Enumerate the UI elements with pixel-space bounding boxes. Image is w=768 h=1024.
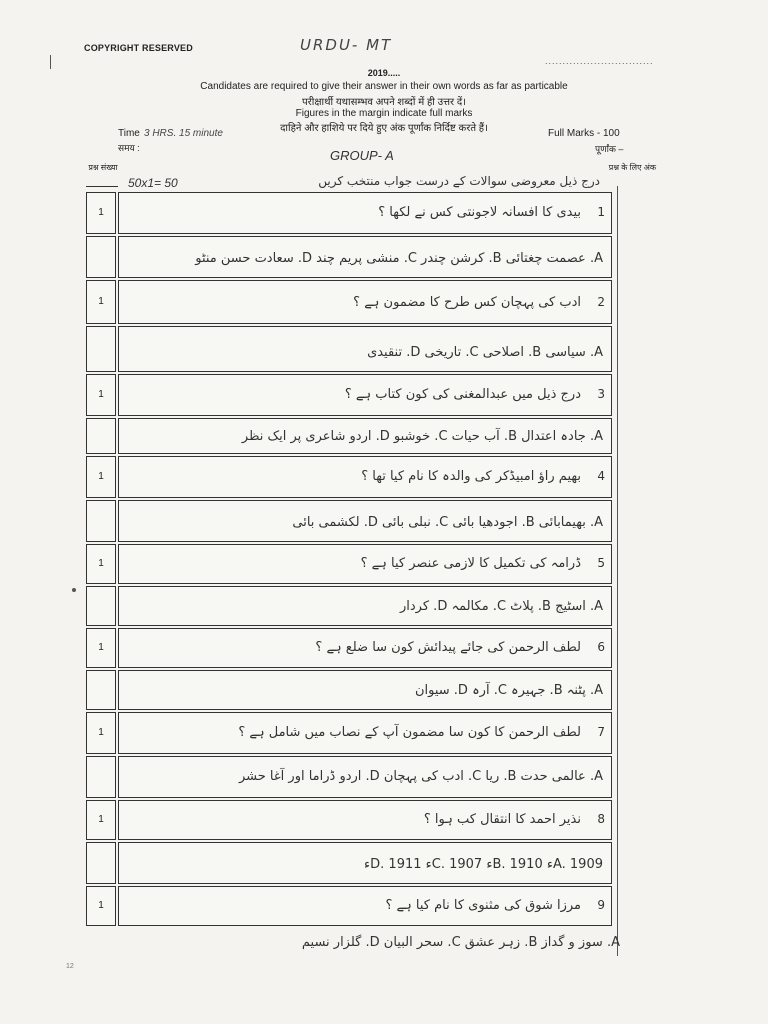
question-number: 5 — [597, 556, 605, 570]
question-box — [118, 628, 612, 668]
options-text: A. 1909ء B. 1910ء C. 1907ء D. 1911ء — [364, 857, 603, 872]
full-marks: Full Marks - 100 — [548, 128, 620, 139]
mark-box-empty — [86, 326, 116, 372]
question-number: 9 — [597, 898, 605, 912]
question-box — [118, 192, 612, 234]
question-number: 6 — [597, 640, 605, 654]
options-text: A. جادہ اعتدال B. آب حیات C. خوشبو D. اردو شاعری پر ایک نظر — [241, 429, 603, 444]
options-text: A. اسٹیج B. پلاٹ C. مکالمہ D. کردار — [400, 599, 603, 614]
mark-box: 1 — [86, 456, 116, 498]
instruction-hindi: परीक्षार्थी यथासम्भव अपने शब्दों में ही उत्तर दें। — [301, 97, 467, 108]
question-text: لطف الرحمن کی جائے پیدائش کون سا ضلع ہے ؟ — [315, 640, 581, 655]
marks-scale: 50x1= 50 — [128, 176, 178, 190]
full-marks-hindi: पूर्णांक – — [595, 144, 624, 154]
mark-box: 1 — [86, 800, 116, 840]
mark-box-empty — [86, 586, 116, 626]
header-rule — [86, 186, 118, 187]
mark-box-empty — [86, 418, 116, 454]
question-number-header: प्रश्न संख्या — [88, 163, 118, 172]
mark-box: 1 — [86, 280, 116, 324]
mark-box-empty — [86, 236, 116, 278]
question-text: بیدی کا افسانہ لاجونتی کس نے لکھا ؟ — [378, 205, 581, 220]
instruction-english: Candidates are required to give their answer in their own words as far as particable — [200, 81, 568, 92]
urdu-instruction: درج ذیل معروضی سوالات کے درست جواب منتخب کریں — [318, 174, 600, 188]
question-number: 1 — [597, 205, 605, 219]
options-box — [118, 418, 612, 454]
mark-box-empty — [86, 670, 116, 710]
options-text: A. سیاسی B. اصلاحی C. تاریخی D. تنقیدی — [367, 345, 603, 360]
question-text: بھیم راؤ امبیڈکر کی والدہ کا نام کیا تھا ؟ — [361, 469, 581, 484]
subject-handwritten: URDU- MT — [300, 36, 393, 54]
options-box — [118, 586, 612, 626]
options-box — [118, 842, 612, 884]
question-number: 3 — [597, 387, 605, 401]
group-label: GROUP- A — [330, 148, 394, 163]
question-text: مرزا شوق کی مثنوی کا نام کیا ہے ؟ — [385, 898, 581, 913]
question-number: 2 — [597, 295, 605, 309]
question-box — [118, 886, 612, 926]
options-box — [118, 756, 612, 798]
options-box — [118, 500, 612, 542]
question-number: 8 — [597, 812, 605, 826]
marks-header: प्रश्न के लिए अंक — [608, 163, 656, 172]
question-box — [118, 280, 612, 324]
mark-box: 1 — [86, 544, 116, 584]
options-text: A. عصمت چغتائی B. کرشن چندر C. منشی پریم چند D. سعادت حسن منٹو — [195, 251, 603, 266]
question-text: ڈرامہ کی تکمیل کا لازمی عنصر کیا ہے ؟ — [360, 556, 581, 571]
mark-box: 1 — [86, 192, 116, 234]
time-hindi: समय : — [118, 143, 140, 153]
exam-year: 2019..... — [367, 68, 401, 78]
question-box — [118, 800, 612, 840]
margin-mark — [50, 55, 51, 69]
question-box — [118, 712, 612, 754]
question-number: 4 — [597, 469, 605, 483]
mark-box-empty — [86, 756, 116, 798]
copyright-label: COPYRIGHT RESERVED — [84, 43, 193, 53]
question-text: لطف الرحمن کا کون سا مضمون آپ کے نصاب میں شامل ہے ؟ — [238, 725, 581, 740]
options-box — [118, 236, 612, 278]
question-box — [118, 544, 612, 584]
dotted-line: ............................... — [545, 56, 654, 66]
options-text: A. عالمی حدت B. ریا C. ادب کی پہچان D. اردو ڈراما اور آغا حشر — [238, 769, 603, 784]
time-label: Time — [118, 128, 140, 139]
question-box — [118, 374, 612, 416]
mark-box: 1 — [86, 886, 116, 926]
stray-mark — [72, 588, 76, 592]
options-box — [118, 326, 612, 372]
question-box — [118, 456, 612, 498]
mark-box-empty — [86, 500, 116, 542]
question-text: درج ذیل میں عبدالمغنی کی کون کتاب ہے ؟ — [344, 387, 581, 402]
time-value: 3 HRS. 15 minute — [144, 128, 223, 139]
question-text: ادب کی پہچان کس طرح کا مضمون ہے ؟ — [353, 295, 581, 310]
question-number: 7 — [597, 725, 605, 739]
question-text: نذیر احمد کا انتقال کب ہوا ؟ — [423, 812, 581, 827]
options-text: A. پٹنہ B. جہیرہ C. آرہ D. سیوان — [414, 683, 603, 698]
marks-note-english: Figures in the margin indicate full marks — [295, 108, 473, 119]
corner-number: 12 — [66, 963, 74, 970]
options-text: A. سوز و گداز B. زہر عشق C. سحر البیان D. گلزار نسیم — [301, 935, 620, 950]
options-box — [118, 670, 612, 710]
mark-box: 1 — [86, 628, 116, 668]
right-margin-line — [617, 186, 618, 956]
mark-box-empty — [86, 842, 116, 884]
mark-box: 1 — [86, 374, 116, 416]
mark-box: 1 — [86, 712, 116, 754]
options-text: A. بھیمابائی B. اجودھیا بائی C. نبلی بائی D. لکشمی بائی — [292, 515, 603, 530]
marks-note-hindi: दाहिने और हाशिये पर दिये हुए अंक पूर्णांक निर्दिष्ट करते हैं। — [280, 123, 488, 134]
